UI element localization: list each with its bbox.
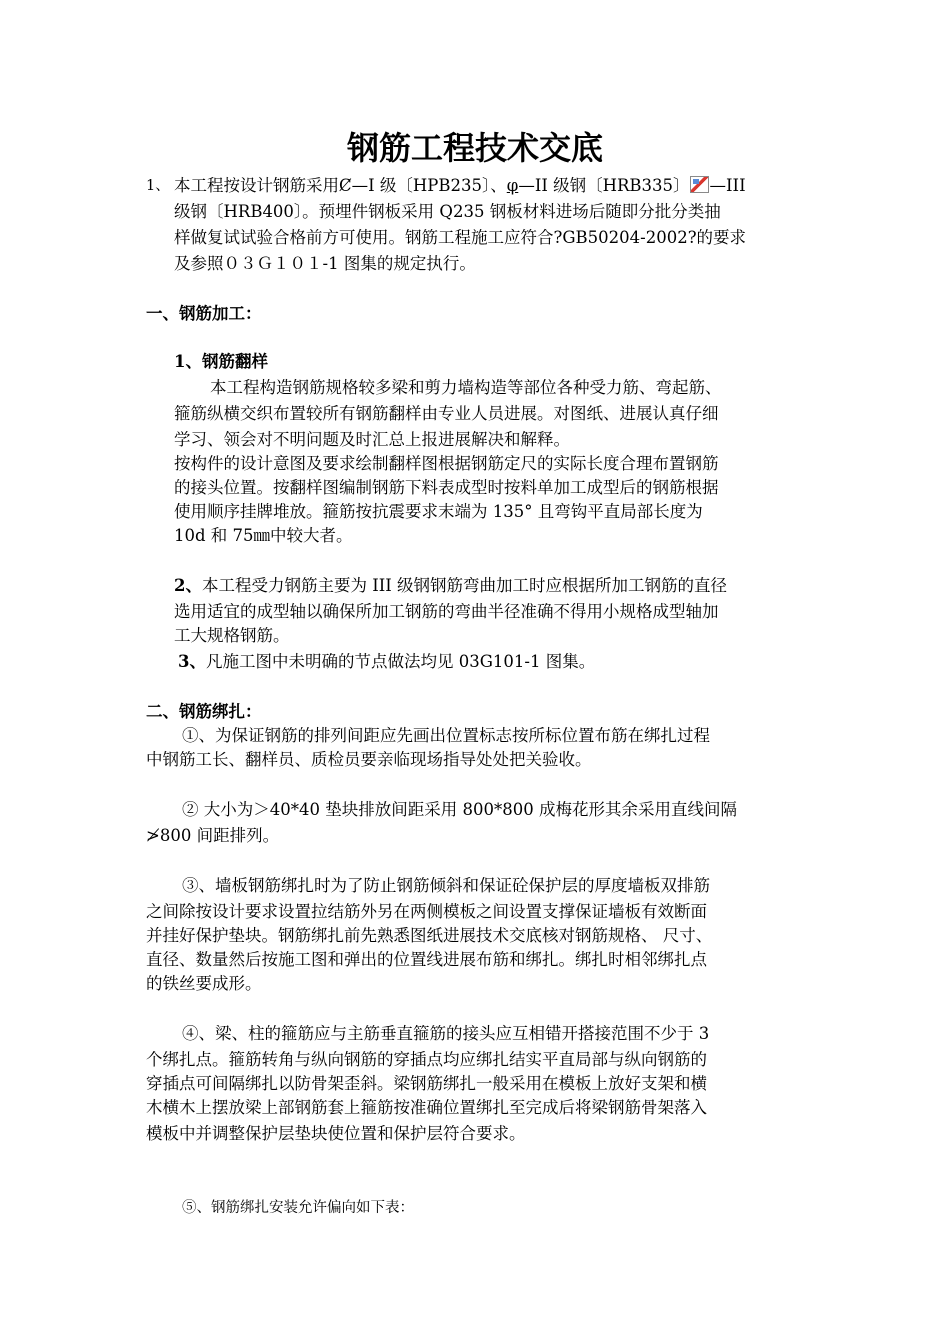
sub1-line-2: 箍筋纵横交织布置较所有钢筋翻样由专业人员进展。对图纸、进展认真仔细 (174, 404, 719, 423)
intro-line-1-text: 本工程按设计钢筋采用 (174, 176, 339, 195)
p4-line-3: 穿插点可间隔绑扎以防骨架歪斜。梁钢筋绑扎一般采用在模板上放好支架和横 (146, 1074, 707, 1093)
page-title: 钢筋工程技术交底 (346, 129, 603, 167)
intro-line-1-c: —II 级钢〔HRB335〕 (518, 176, 690, 195)
section-2-heading: 二、钢筋绑扎： (146, 702, 262, 721)
sub1-line-3: 学习、领会对不明问题及时汇总上报进展解决和解释。 (174, 430, 570, 449)
sub1-line-4: 按构件的设计意图及要求绘制翻样图根据钢筋定尺的实际长度合理布置钢筋 (174, 454, 719, 473)
intro-line-2: 级钢〔HRB400〕。预埋件钢板采用 Q235 钢板材料进场后随即分批分类抽 (174, 202, 721, 221)
sub1-line-6: 使用顺序挂牌堆放。箍筋按抗震要求末端为 135° 且弯钩平直局部长度为 (174, 502, 703, 521)
subsection-3-number: 3、 (178, 652, 206, 671)
sub1-line-5: 的接头位置。按翻样图编制钢筋下料表成型时按料单加工成型后的钢筋根据 (174, 478, 719, 497)
subsection-1-heading: 1、钢筋翻样 (174, 352, 268, 371)
grade-i-symbol: Ȼ (339, 176, 352, 195)
section-1-heading: 一、钢筋加工： (146, 304, 262, 323)
p4-line-5: 模板中并调整保护层垫块使位置和保护层符合要求。 (146, 1124, 526, 1143)
p3-line-1: ③、墙板钢筋绑扎时为了防止钢筋倾斜和保证砼保护层的厚度墙板双排筋 (182, 876, 710, 895)
sub1-line-7: 10d 和 75㎜中较大者。 (174, 526, 353, 545)
sub2-line-1-text: 本工程受力钢筋主要为 III 级钢钢筋弯曲加工时应根据所加工钢筋的直径 (201, 576, 728, 595)
intro-line-1 (174, 174, 746, 198)
intro-line-1-b: —I 级〔HPB235〕、 (351, 176, 507, 195)
sub2-line-2: 选用适宜的成型轴以确保所加工钢筋的弯曲半径准确不得用小规格成型轴加 (174, 602, 719, 621)
p3-line-2: 之间除按设计要求设置拉结筋外另在两侧模板之间设置支撑保证墙板有效断面 (146, 902, 707, 921)
sub1-line-1: 本工程构造钢筋规格较多梁和剪力墙构造等部位各种受力筋、弯起筋、 (210, 378, 722, 397)
intro-number: 1、 (146, 178, 170, 194)
p3-line-3: 并挂好保护垫块。钢筋绑扎前先熟悉图纸进展技术交底核对钢筋规格、 尺寸、 (146, 926, 713, 945)
subsection-3-line (178, 650, 595, 674)
sub2-line-3: 工大规格钢筋。 (174, 626, 290, 645)
p1-line-1: ①、为保证钢筋的排列间距应先画出位置标志按所标位置布筋在绑扎过程 (182, 726, 710, 745)
sub3-text: 凡施工图中未明确的节点做法均见 03G101-1 图集。 (205, 652, 596, 671)
intro-line-3: 样做复试试验合格前方可使用。钢筋工程施工应符合?GB50204-2002?的要求 (174, 228, 747, 247)
p4-line-1: ④、梁、柱的箍筋应与主筋垂直箍筋的接头应互相错开搭接范围不少于 3 (182, 1024, 710, 1043)
p5-line: ⑤、钢筋绑扎安装允许偏向如下表： (182, 1200, 414, 1216)
p3-line-4: 直径、数量然后按施工图和弹出的位置线进展布筋和绑扎。绑扎时相邻绑扎点 (146, 950, 707, 969)
subsection-2-number: 2、 (174, 576, 202, 595)
p2-line-2: ≯800 间距排列。 (146, 826, 280, 845)
grade-ii-symbol: φ (506, 176, 519, 195)
p3-line-5: 的铁丝要成形。 (146, 974, 262, 993)
p2-line-1: ② 大小为＞40*40 垫块排放间距采用 800*800 成梅花形其余采用直线间隔 (182, 800, 737, 819)
p4-line-2: 个绑扎点。箍筋转角与纵向钢筋的穿插点均应绑扎结实平直局部与纵向钢筋的 (146, 1050, 707, 1069)
subsection-2-line-1 (174, 574, 727, 598)
p4-line-4: 木横木上摆放梁上部钢筋套上箍筋按准确位置绑扎至完成后将梁钢筋骨架落入 (146, 1098, 707, 1117)
steel-grade-icon (690, 176, 709, 193)
p1-line-2: 中钢筋工长、翻样员、质检员要亲临现场指导处处把关验收。 (146, 750, 592, 769)
intro-line-4: 及参照０３Ｇ１０１-1 图集的规定执行。 (174, 254, 476, 273)
intro-line-1-d: —III (709, 176, 746, 195)
